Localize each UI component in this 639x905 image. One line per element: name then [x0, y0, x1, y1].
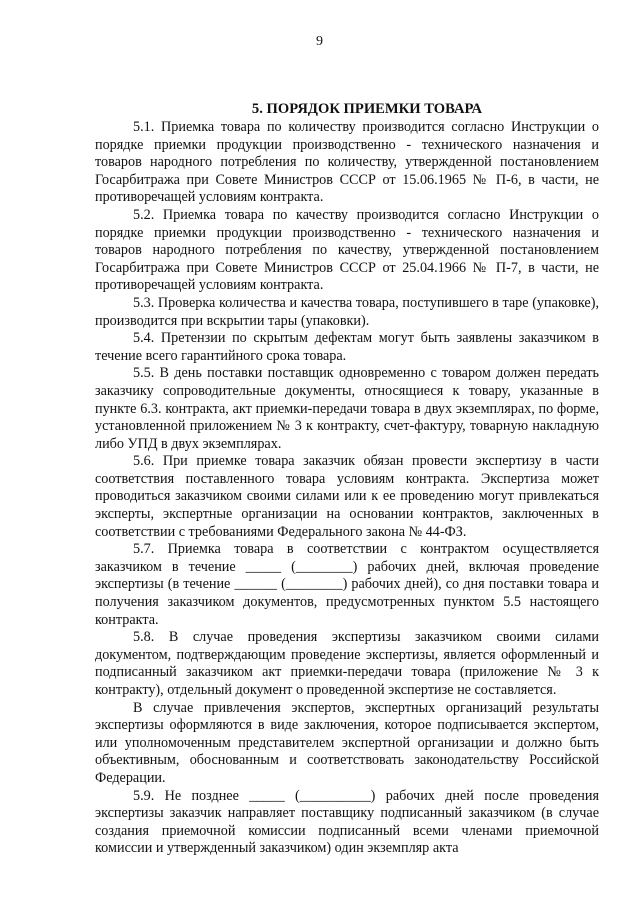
clause-5-8: 5.8. В случае проведения экспертизы заказчиком своими силами документом, подтверждающим проведение экспертизы, является оформленный и подписанный заказчиком акт приемки-передачи товара (приложение № 3 к контракту), отдельный документ о проведенной экспертизе не составляется. — [95, 629, 599, 698]
clause-5-7: 5.7. Приемка товара в соответствии с контрактом осуществляется заказчиком в течение _____ (________) рабочих дней, включая проведение экспертизы (в течение ______ (________) рабочих дней), со дня поставки товара и получения заказчиком документов, предусмотренных пунктом 5.5 настоящего контракта. — [95, 541, 599, 628]
clause-5-5: 5.5. В день поставки поставщик одновременно с товаром должен передать заказчику сопроводительные документы, относящиеся к товару, указанные в пункте 6.3. контракта, акт приемки-передачи товара в двух экземплярах, по форме, установленной приложением № 3 к контракту, счет-фактуру, товарную накладную либо УПД в двух экземплярах. — [95, 365, 599, 452]
section-title: 5. ПОРЯДОК ПРИЕМКИ ТОВАРА — [251, 101, 483, 117]
section-body — [95, 100, 599, 858]
clause-5-6: 5.6. При приемке товара заказчик обязан провести экспертизу в части соответствия поставленного товара условиям контракта. Экспертиза может проводиться заказчиком своими силами или к ее проведению могут привлекаться эксперты, экспертные организации на основании контрактов, заключенных в соответствии с требованиями Федерального закона № 44-ФЗ. — [95, 453, 599, 540]
clause-5-8-continued: В случае привлечения экспертов, экспертных организаций результаты экспертизы оформляются в виде заключения, которое подписывается экспертом, или уполномоченным представителем экспертной организации и должно быть объективным, обоснованным и соответствовать законодательству Российской Федерации. — [95, 699, 599, 786]
clause-5-3: 5.3. Проверка количества и качества товара, поступившего в таре (упаковке), производится при вскрытии тары (упаковки). — [95, 294, 599, 329]
clause-5-9: 5.9. Не позднее _____ (__________) рабочих дней после проведения экспертизы заказчик направляет поставщику подписанный заказчиком (в случае создания приемочной комиссии подписанный всеми членами приемочной комиссии и утвержденный заказчиком) один экземпляр акта — [95, 787, 599, 857]
clause-5-4: 5.4. Претензии по скрытым дефектам могут быть заявлены заказчиком в течение всего гарантийного срока товара. — [95, 330, 599, 364]
clause-5-2: 5.2. Приемка товара по качеству производится согласно Инструкции о порядке приемки продукции производственно - технического назначения и товаров народного потребления по качеству, утвержденной постановлением Госарбитража при Совете Министров СССР от 25.04.1966 № П-7, в части, не противоречащей условиям контракта. — [95, 206, 599, 294]
clause-5-1: 5.1. Приемка товара по количеству производится согласно Инструкции о порядке приемки продукции производственно - технического назначения и товаров народного потребления по количеству, утвержденной постановлением Госарбитража при Совете Министров СССР от 15.06.1965 № П-6, в части, не противоречащей условиям контракта. — [95, 119, 599, 206]
page-number: 9 — [316, 34, 323, 49]
